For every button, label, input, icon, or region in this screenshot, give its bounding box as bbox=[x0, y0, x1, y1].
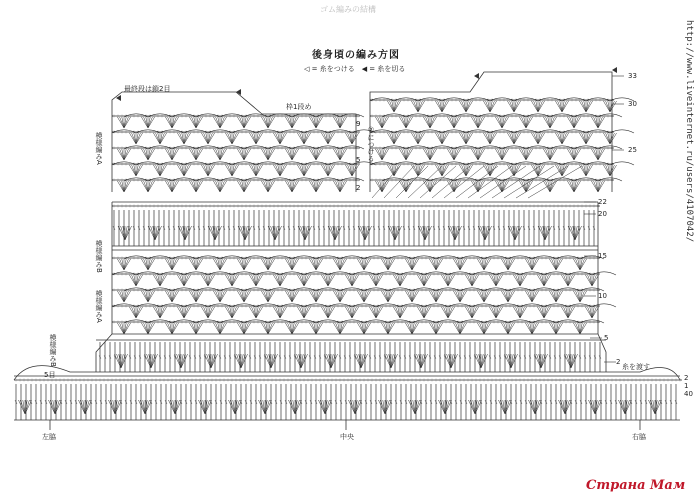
row-number-22: 22 bbox=[598, 198, 607, 206]
row-number-5: 5 bbox=[604, 334, 609, 342]
legend: ◁ = 糸をつける ◀ = 糸を切る bbox=[304, 65, 406, 73]
label-pattern-b: 模様編みB bbox=[95, 240, 103, 273]
label-pattern-b-left: 模様編みB bbox=[49, 334, 57, 367]
row-number-40: 40 bbox=[684, 390, 693, 398]
row-number-2b: 2 bbox=[616, 358, 621, 366]
label-one-row: 枠1段め bbox=[286, 103, 312, 111]
row-number-33: 33 bbox=[628, 72, 637, 80]
row-number-30: 30 bbox=[628, 100, 637, 108]
row-number-10: 10 bbox=[598, 292, 607, 300]
row-number-1: 1 bbox=[684, 382, 689, 390]
label-join-note: ②につける bbox=[367, 126, 375, 162]
row-number-2: 2 bbox=[684, 374, 689, 382]
label-pattern-a-mid: 模様編みA bbox=[95, 290, 103, 323]
label-left-side: 左脇 bbox=[42, 433, 56, 441]
site-watermark: Страна Мам bbox=[586, 478, 686, 493]
label-center: 中央 bbox=[340, 433, 354, 441]
source-url-watermark: http://www.liveinternet.ru/users/4107042/ bbox=[684, 20, 694, 243]
label-right-side: 右脇 bbox=[632, 433, 646, 441]
row-number-25: 25 bbox=[628, 146, 637, 154]
left-row-number-2: 2 bbox=[356, 184, 361, 192]
row-number-15: 15 bbox=[598, 252, 607, 260]
left-row-number-9: 9 bbox=[356, 120, 361, 128]
diagram-title: 後身頃の編み方図 bbox=[312, 50, 400, 61]
label-last-row: 最終段は鎖2目 bbox=[124, 85, 171, 93]
faded-back-text: ゴム編みの結構 bbox=[320, 5, 376, 14]
label-thread-note: 糸を渡す bbox=[622, 363, 650, 371]
row-number-20: 20 bbox=[598, 210, 607, 218]
left-row-number-5: 5 bbox=[356, 156, 361, 164]
label-five-b: 5目 bbox=[44, 371, 56, 379]
label-pattern-a-top: 模様編みA bbox=[95, 132, 103, 165]
